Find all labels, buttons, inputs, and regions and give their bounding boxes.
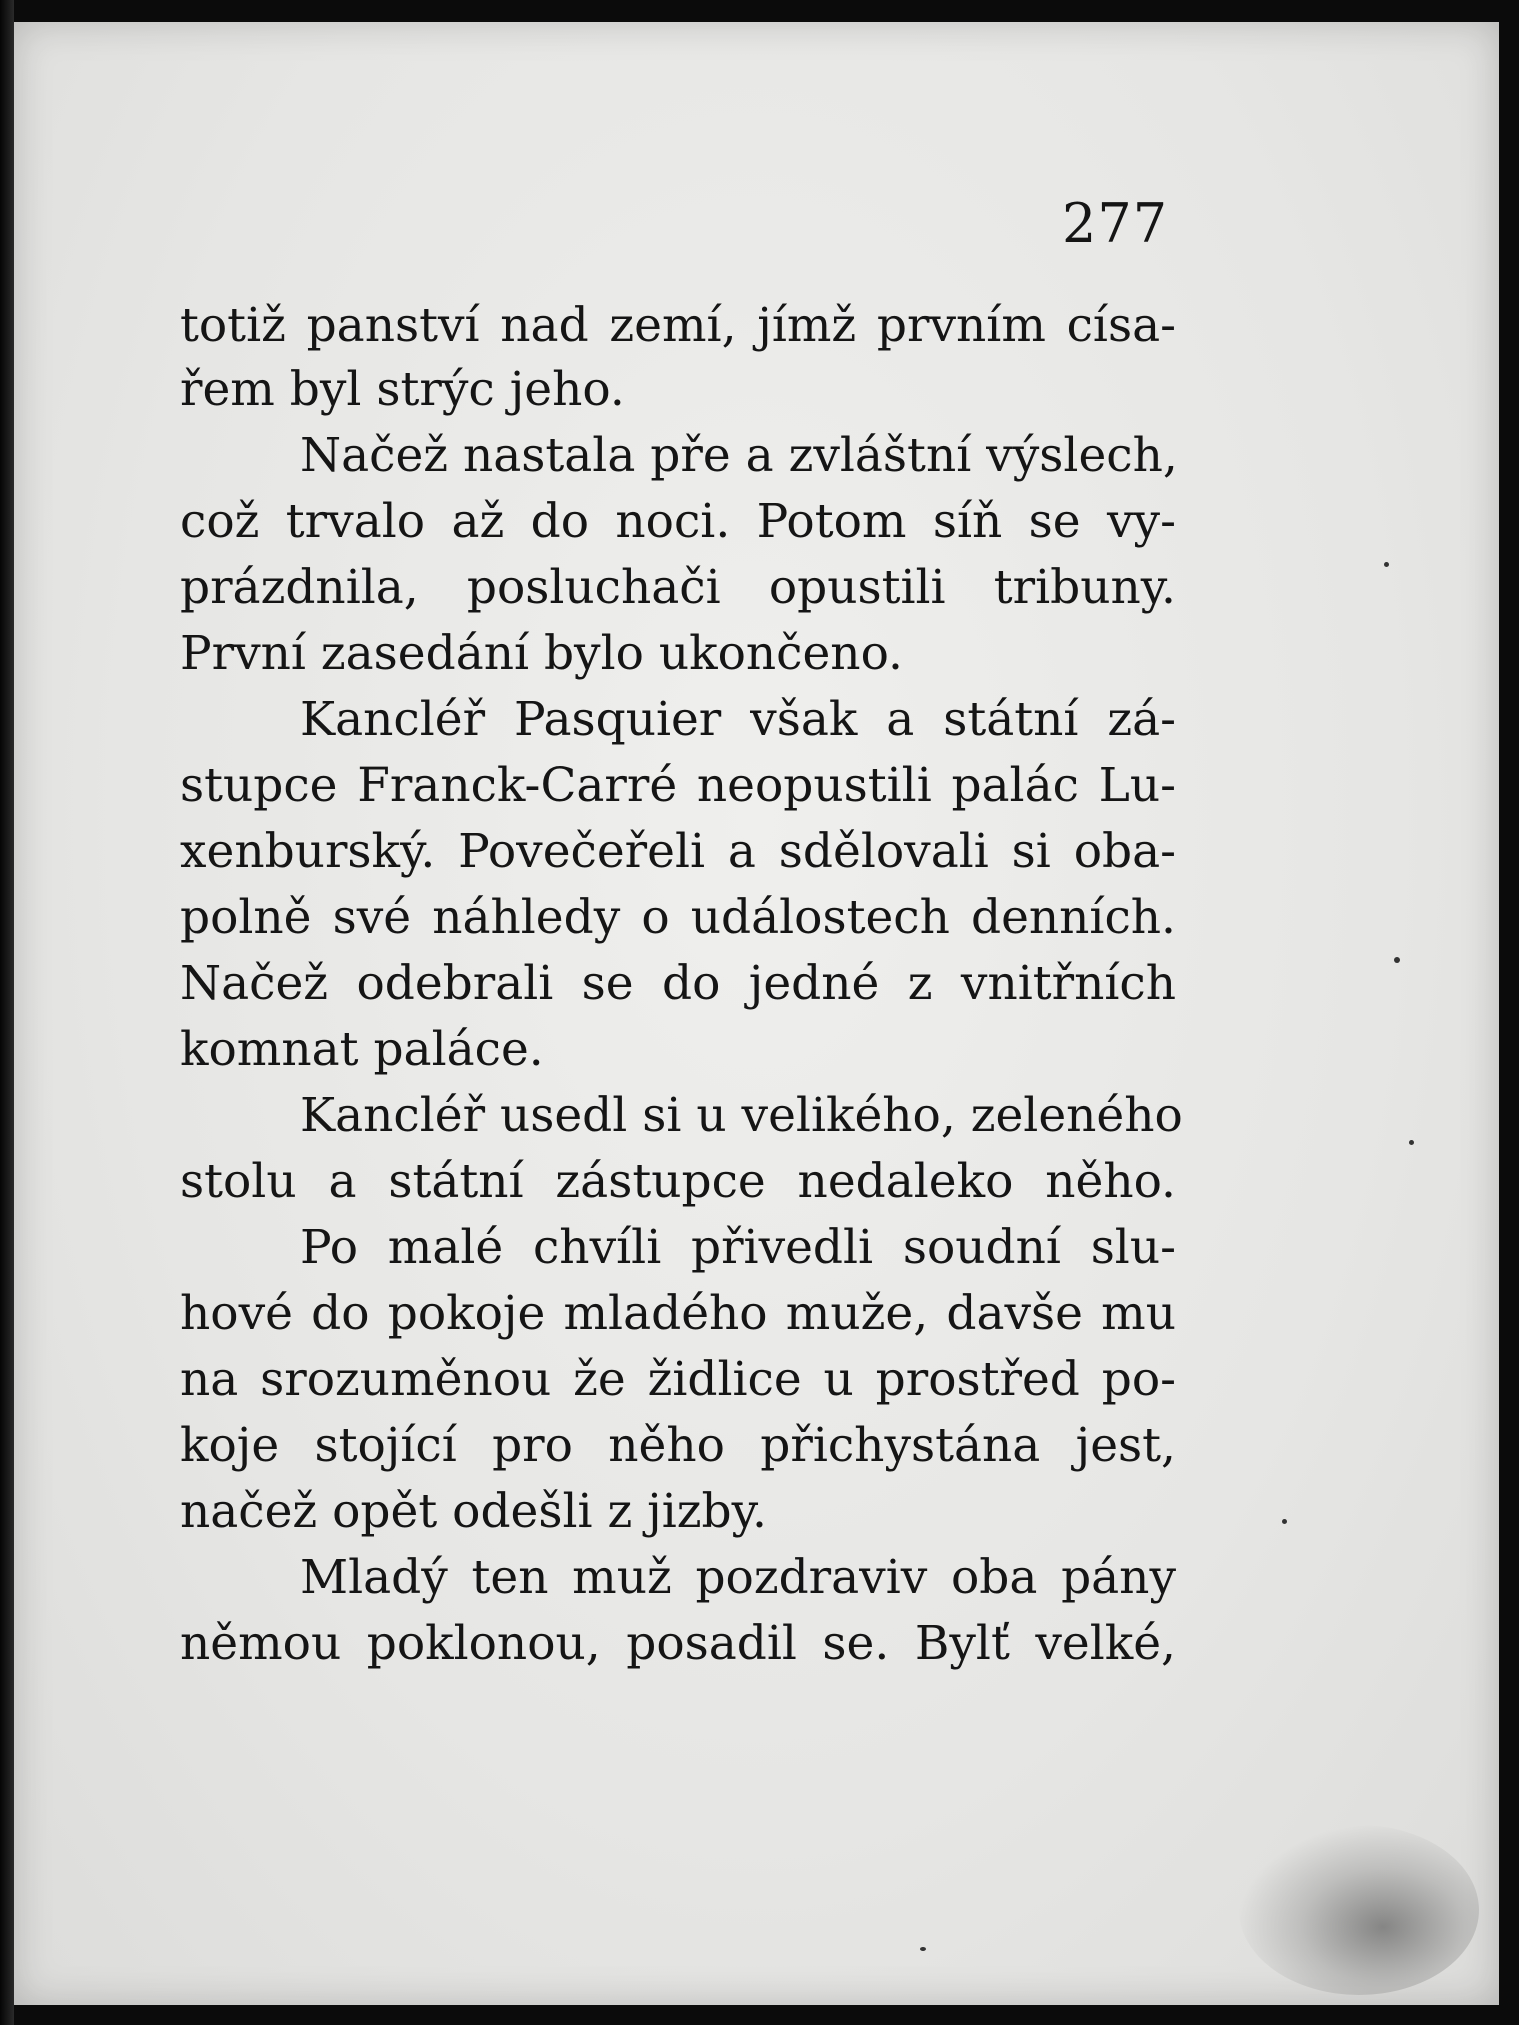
text-line: Kancléř Pasquier však a státní zá- (300, 692, 1176, 747)
text-line: Načež odebrali se do jedné z vnitřních (180, 956, 1176, 1011)
text-line: xenburský. Povečeřeli a sdělovali si oba- (180, 824, 1176, 879)
text-line: němou poklonou, posadil se. Bylť velké, (180, 1616, 1176, 1671)
text-line: stupce Franck-Carré neopustili palác Lu- (180, 758, 1176, 813)
page-smudge (1239, 1825, 1479, 1995)
text-line: komnat paláce. (180, 1022, 544, 1077)
book-spine-edge (0, 0, 14, 2025)
text-line: Po malé chvíli přivedli soudní slu- (300, 1220, 1176, 1275)
text-line: První zasedání bylo ukončeno. (180, 626, 903, 681)
text-line: Mladý ten muž pozdraviv oba pány (300, 1550, 1176, 1605)
text-line: načež opět odešli z jizby. (180, 1484, 767, 1539)
text-line: polně své náhledy o událostech denních. (180, 890, 1176, 945)
ink-speck (1394, 957, 1400, 963)
text-line: totiž panství nad zemí, jímž prvním císa- (180, 298, 1176, 353)
ink-speck (1409, 1140, 1414, 1145)
page-number: 277 (1062, 192, 1169, 255)
text-line: Načež nastala pře a zvláštní výslech, (300, 428, 1178, 483)
text-line: řem byl strýc jeho. (180, 362, 625, 417)
text-line: na srozuměnou že židlice u prostřed po- (180, 1352, 1176, 1407)
ink-speck (1384, 562, 1389, 567)
text-line: Kancléř usedl si u velikého, zeleného (300, 1088, 1183, 1143)
text-line: hové do pokoje mladého muže, davše mu (180, 1286, 1176, 1341)
ink-speck (1282, 1519, 1287, 1524)
text-line: což trvalo až do noci. Potom síň se vy- (180, 494, 1176, 549)
text-line: koje stojící pro něho přichystána jest, (180, 1418, 1176, 1473)
text-line: prázdnila, posluchači opustili tribuny. (180, 560, 1176, 615)
ink-speck (920, 1947, 926, 1951)
text-line: stolu a státní zástupce nedaleko něho. (180, 1154, 1176, 1209)
